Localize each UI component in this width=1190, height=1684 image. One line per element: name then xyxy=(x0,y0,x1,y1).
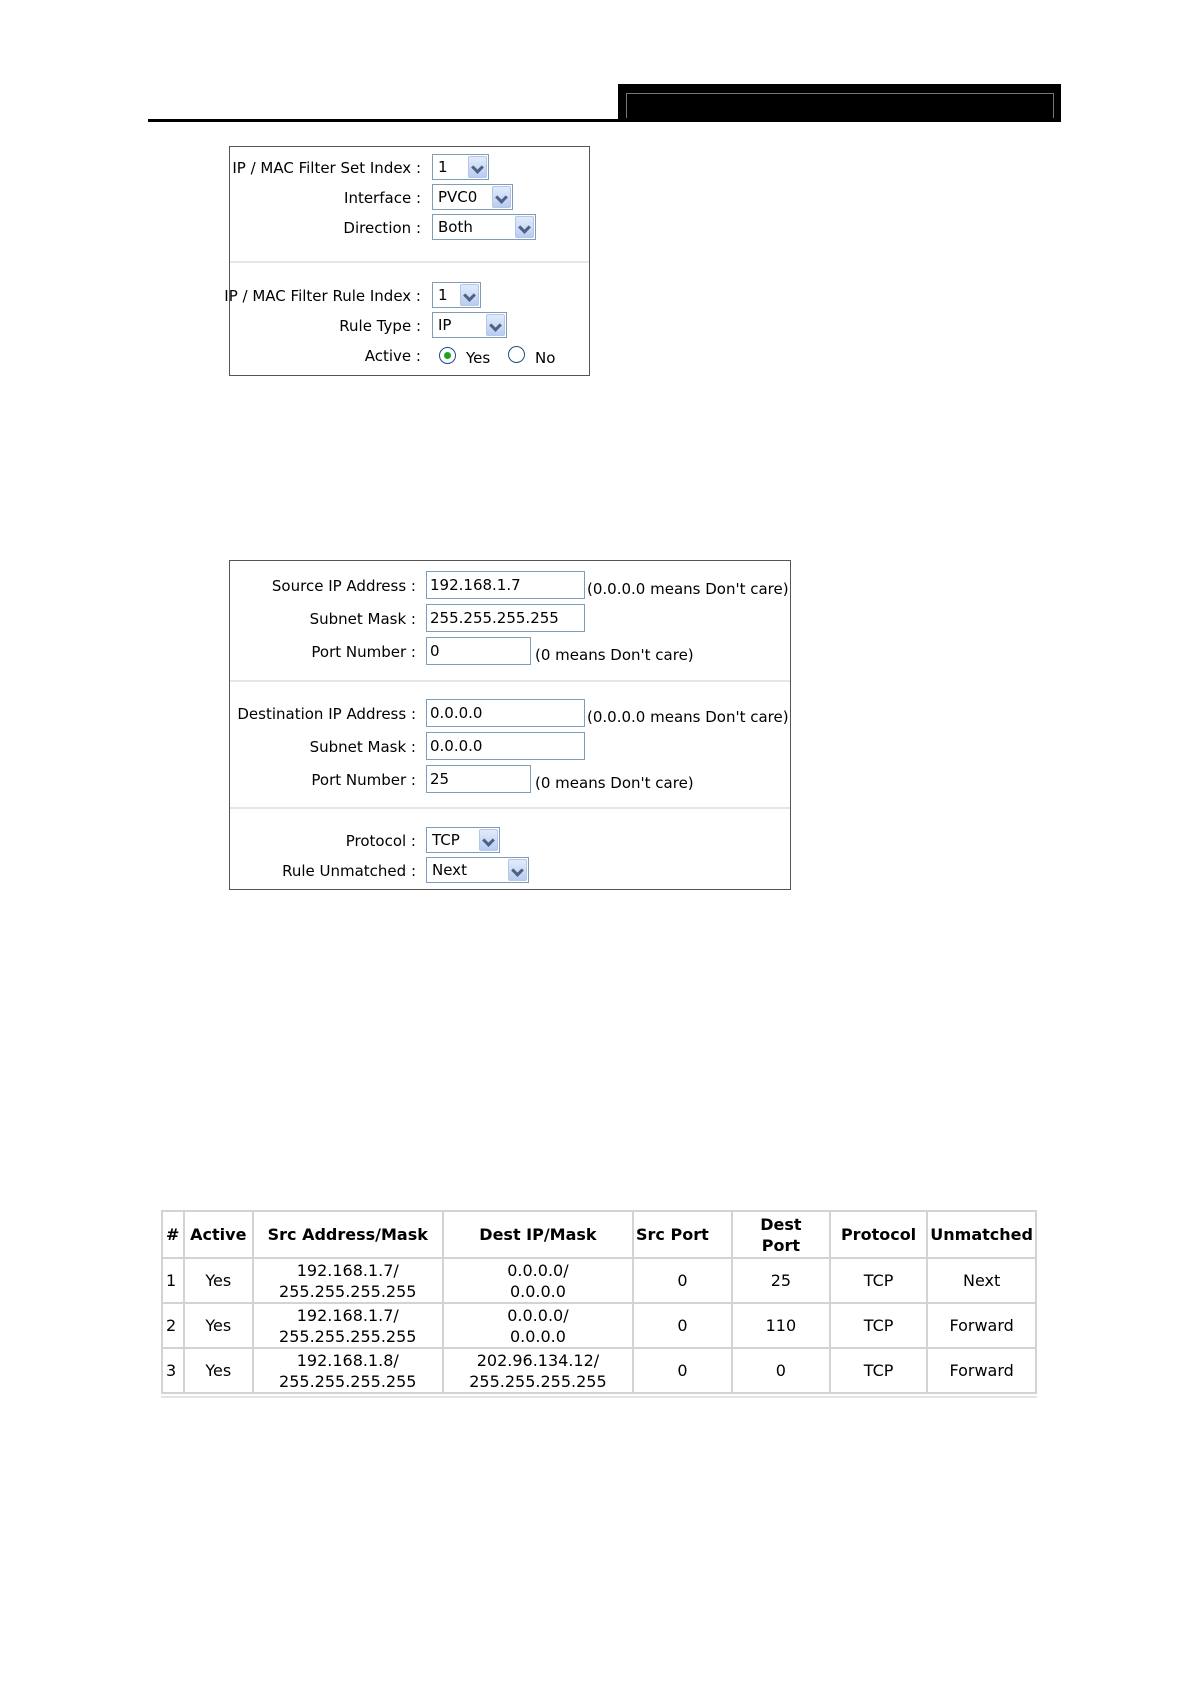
table-row xyxy=(163,1259,1035,1302)
cell-active: Yes xyxy=(185,1259,252,1302)
cell-num: 3 xyxy=(163,1349,183,1392)
cell-protocol: TCP xyxy=(831,1349,926,1392)
direction-select[interactable] xyxy=(432,214,536,240)
direction-label: Direction : xyxy=(343,219,421,237)
chevron-down-icon xyxy=(508,859,527,881)
dst-ip-label: Destination IP Address : xyxy=(237,705,416,723)
cell-dest xyxy=(444,1304,632,1347)
cell-dest-ip: 202.96.134.12/ xyxy=(476,1350,600,1370)
src-port-input[interactable] xyxy=(426,637,531,665)
dst-mask-label: Subnet Mask : xyxy=(309,738,416,756)
set-index-value: 1 xyxy=(438,158,448,176)
dest-port-header-line2: Port xyxy=(761,1235,801,1255)
rule-type-select[interactable] xyxy=(432,312,507,338)
cell-src-ip: 192.168.1.8/ xyxy=(296,1350,399,1370)
direction-value: Both xyxy=(438,218,473,236)
dst-port-hint: (0 means Don't care) xyxy=(535,774,694,792)
cell-dest xyxy=(444,1259,632,1302)
set-index-select[interactable] xyxy=(432,154,489,180)
col-num-header: # xyxy=(163,1212,183,1257)
unmatched-label: Rule Unmatched : xyxy=(282,862,416,880)
src-ip-input[interactable] xyxy=(426,571,585,599)
cell-src xyxy=(254,1304,442,1347)
source-section xyxy=(230,561,790,680)
cell-dest-port: 110 xyxy=(733,1304,829,1347)
cell-dest-ip: 0.0.0.0/ xyxy=(507,1305,569,1325)
chevron-down-icon xyxy=(460,284,479,306)
chevron-down-icon xyxy=(515,216,534,238)
cell-protocol: TCP xyxy=(831,1259,926,1302)
unmatched-select[interactable] xyxy=(426,857,529,883)
interface-value: PVC0 xyxy=(438,188,478,206)
cell-src-port: 0 xyxy=(634,1259,731,1302)
interface-label: Interface : xyxy=(344,189,421,207)
cell-dest xyxy=(444,1349,632,1392)
table-header-row xyxy=(163,1212,1035,1257)
protocol-section xyxy=(230,809,790,889)
chevron-down-icon xyxy=(479,829,498,851)
cell-unmatched: Forward xyxy=(928,1304,1035,1347)
cell-src xyxy=(254,1349,442,1392)
col-active-header: Active xyxy=(185,1212,252,1257)
cell-src-ip: 192.168.1.7/ xyxy=(296,1305,399,1325)
src-ip-value: 192.168.1.7 xyxy=(430,576,521,594)
cell-unmatched: Next xyxy=(928,1259,1035,1302)
rule-index-select[interactable] xyxy=(432,282,481,308)
cell-dest-mask: 0.0.0.0 xyxy=(509,1281,566,1301)
cell-dest-mask: 0.0.0.0 xyxy=(509,1326,566,1346)
active-label: Active : xyxy=(364,347,421,365)
cell-src-port: 0 xyxy=(634,1304,731,1347)
src-port-label: Port Number : xyxy=(311,643,416,661)
dst-mask-value: 0.0.0.0 xyxy=(430,737,483,755)
filter-set-section xyxy=(230,147,589,261)
src-mask-label: Subnet Mask : xyxy=(309,610,416,628)
col-src-header: Src Address/Mask xyxy=(254,1212,442,1257)
dst-ip-hint: (0.0.0.0 means Don't care) xyxy=(587,708,789,726)
chevron-down-icon xyxy=(468,156,487,178)
dest-port-header-line1: Dest xyxy=(760,1214,802,1234)
cell-dest-port: 0 xyxy=(733,1349,829,1392)
active-no-radio[interactable] xyxy=(508,346,525,363)
table-row xyxy=(163,1349,1035,1392)
rule-type-label: Rule Type : xyxy=(339,317,421,335)
cell-protocol: TCP xyxy=(831,1304,926,1347)
cell-active: Yes xyxy=(185,1304,252,1347)
dst-port-label: Port Number : xyxy=(311,771,416,789)
active-yes-radio[interactable] xyxy=(439,347,456,364)
src-port-hint: (0 means Don't care) xyxy=(535,646,694,664)
cell-src-ip: 192.168.1.7/ xyxy=(296,1260,399,1280)
src-mask-value: 255.255.255.255 xyxy=(430,609,559,627)
filter-set-panel xyxy=(224,146,590,376)
ip-rule-panel xyxy=(229,560,791,890)
rule-index-value: 1 xyxy=(438,286,448,304)
src-port-value: 0 xyxy=(430,642,440,660)
cell-src-mask: 255.255.255.255 xyxy=(279,1326,417,1346)
src-ip-hint: (0.0.0.0 means Don't care) xyxy=(587,580,789,598)
cell-dest-port: 25 xyxy=(733,1259,829,1302)
chevron-down-icon xyxy=(492,186,511,208)
protocol-value: TCP xyxy=(432,831,460,849)
dst-port-input[interactable] xyxy=(426,765,531,793)
set-index-label: IP / MAC Filter Set Index : xyxy=(232,159,421,177)
col-protocol-header: Protocol xyxy=(831,1212,926,1257)
col-unmatched-header: Unmatched xyxy=(928,1212,1035,1257)
header-bar-inner xyxy=(626,93,1054,118)
cell-src-mask: 255.255.255.255 xyxy=(279,1281,417,1301)
col-dest-port-header xyxy=(733,1212,829,1257)
cell-unmatched: Forward xyxy=(928,1349,1035,1392)
src-ip-label: Source IP Address : xyxy=(271,577,416,595)
src-mask-input[interactable] xyxy=(426,604,585,632)
rules-table xyxy=(161,1210,1037,1394)
filter-rule-section xyxy=(224,263,589,375)
col-dest-header: Dest IP/Mask xyxy=(444,1212,632,1257)
dst-port-value: 25 xyxy=(430,770,450,788)
chevron-down-icon xyxy=(486,314,505,336)
protocol-select[interactable] xyxy=(426,827,500,853)
cell-src-mask: 255.255.255.255 xyxy=(279,1371,417,1391)
cell-src-port: 0 xyxy=(634,1349,731,1392)
cell-active: Yes xyxy=(185,1349,252,1392)
rule-type-value: IP xyxy=(438,316,452,334)
table-bottom-edge xyxy=(161,1396,1037,1398)
dst-ip-value: 0.0.0.0 xyxy=(430,704,483,722)
table-row xyxy=(163,1304,1035,1347)
protocol-label: Protocol : xyxy=(345,832,416,850)
active-no-label: No xyxy=(535,349,556,367)
rule-index-label: IP / MAC Filter Rule Index : xyxy=(224,287,421,305)
cell-num: 1 xyxy=(163,1259,183,1302)
cell-src xyxy=(254,1259,442,1302)
destination-section xyxy=(230,682,790,807)
cell-dest-mask: 255.255.255.255 xyxy=(469,1371,607,1391)
cell-num: 2 xyxy=(163,1304,183,1347)
interface-select[interactable] xyxy=(432,184,513,210)
unmatched-value: Next xyxy=(432,861,467,879)
dst-ip-input[interactable] xyxy=(426,699,585,727)
active-yes-label: Yes xyxy=(466,349,491,367)
col-src-port-header: Src Port xyxy=(634,1212,731,1257)
cell-dest-ip: 0.0.0.0/ xyxy=(507,1260,569,1280)
dst-mask-input[interactable] xyxy=(426,732,585,760)
